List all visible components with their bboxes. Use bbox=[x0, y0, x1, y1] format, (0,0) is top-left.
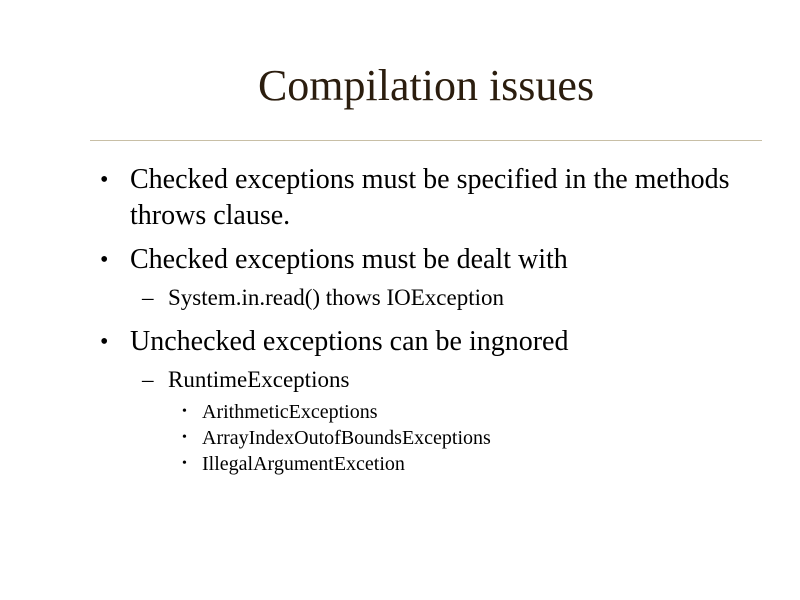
bullet-marker: • bbox=[100, 247, 109, 273]
title-divider bbox=[90, 140, 762, 141]
sub-bullet-text: System.in.read() thows IOException bbox=[168, 285, 504, 310]
bullet-text: Unchecked exceptions can be ingnored bbox=[130, 326, 569, 357]
dash-marker: – bbox=[142, 367, 154, 392]
bullet-checked-dealt-with bbox=[100, 242, 740, 278]
slide-body bbox=[100, 162, 740, 480]
sub-bullet-system-in-read bbox=[100, 283, 740, 313]
sub-sub-bullet-text: ArrayIndexOutofBoundsExceptions bbox=[202, 427, 491, 449]
bullet-text: Checked exceptions must be dealt with bbox=[130, 244, 568, 275]
slide-title: Compilation issues bbox=[257, 61, 595, 110]
bullet-unchecked-ignored bbox=[100, 324, 740, 360]
sub-sub-bullet-illegal-argument bbox=[100, 448, 740, 480]
bullet-text: Checked exceptions must be specified in the methods throws clause. bbox=[130, 164, 730, 231]
small-bullet-marker: • bbox=[182, 404, 187, 419]
bullet-marker: • bbox=[100, 167, 109, 193]
sub-sub-bullet-text: IllegalArgumentExcetion bbox=[202, 453, 405, 475]
small-bullet-marker: • bbox=[182, 456, 187, 471]
small-bullet-marker: • bbox=[182, 430, 187, 445]
dash-marker: – bbox=[142, 285, 154, 310]
bullet-marker: • bbox=[100, 329, 109, 355]
sub-sub-bullet-text: ArithmeticExceptions bbox=[202, 401, 378, 423]
sub-bullet-runtime-exceptions bbox=[100, 365, 740, 395]
sub-bullet-text: RuntimeExceptions bbox=[168, 367, 350, 392]
bullet-checked-specified bbox=[100, 162, 740, 234]
